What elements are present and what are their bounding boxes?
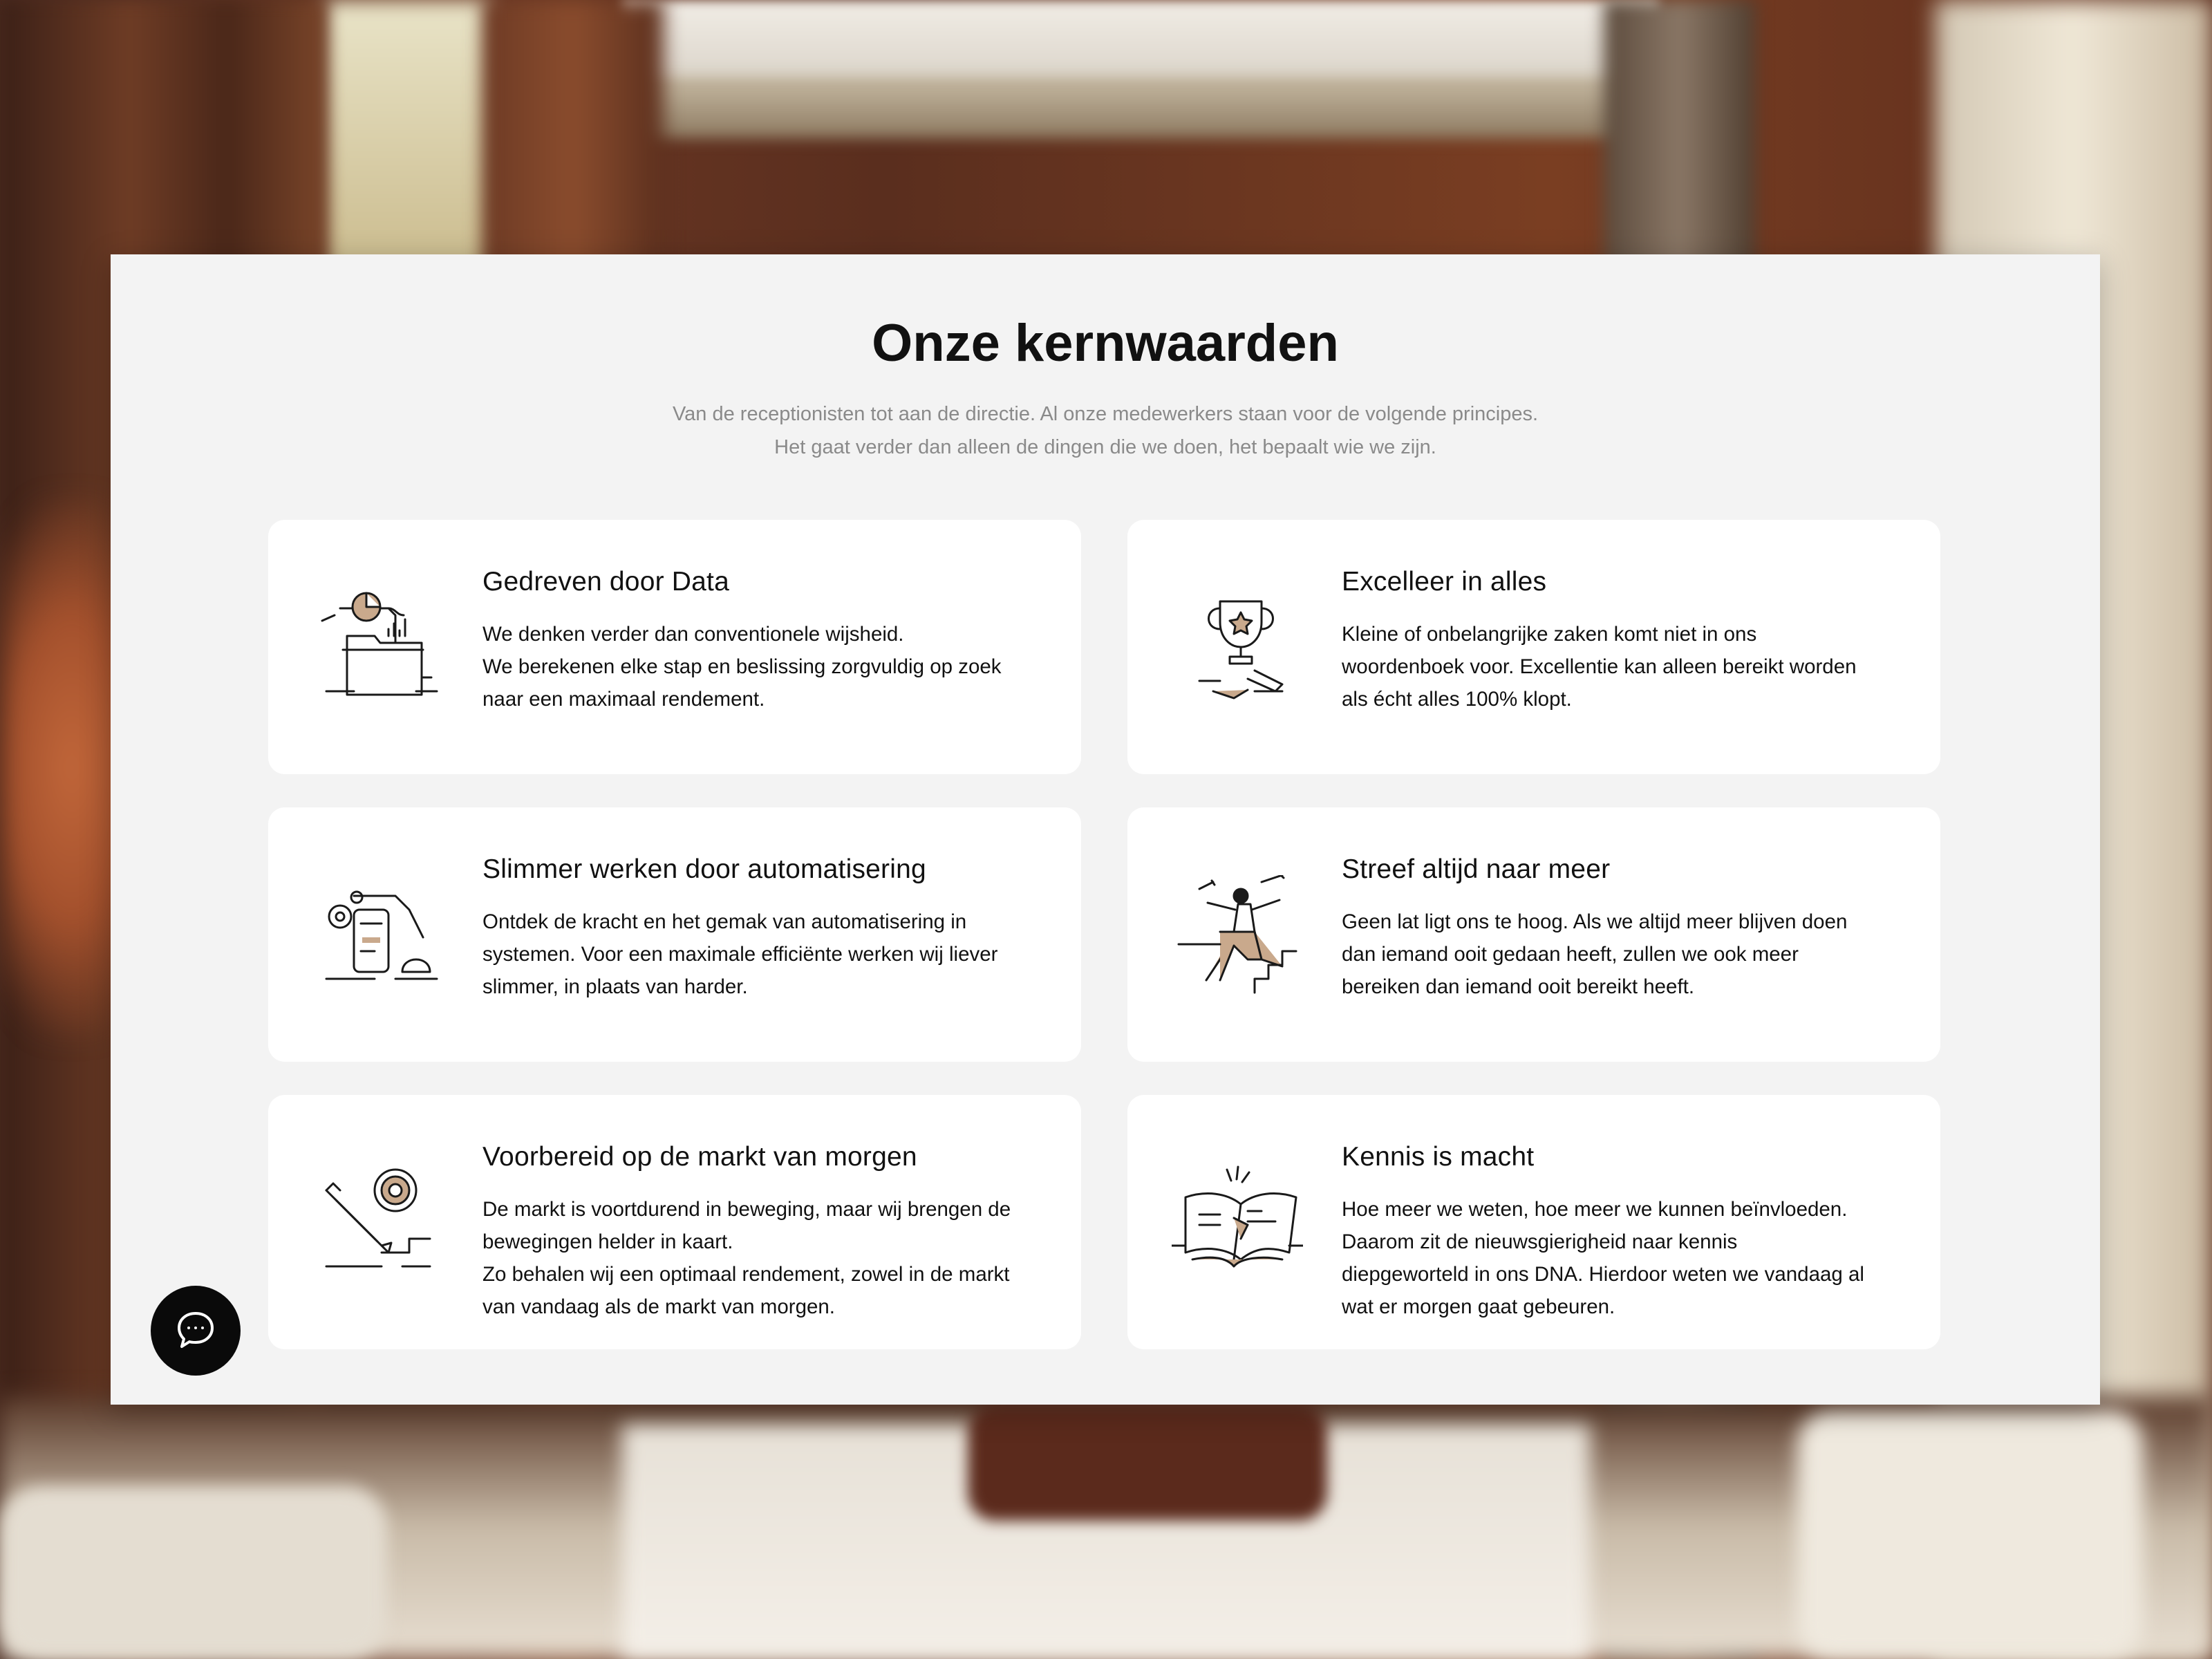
value-line: woordenboek voor. Excellentie kan alleen bereikt worden <box>1342 655 1857 678</box>
data-folder-chart-icon <box>312 588 444 705</box>
value-line: van vandaag als de markt van morgen. <box>482 1295 835 1318</box>
value-description <box>482 1193 1049 1323</box>
value-line: wat er morgen gaat gebeuren. <box>1342 1295 1615 1318</box>
value-line: We denken verder dan conventionele wijsheid. <box>482 623 904 646</box>
value-line: Zo behalen wij een optimaal rendement, zowel in de markt <box>482 1263 1010 1286</box>
value-line: Geen lat ligt ons te hoog. Als we altijd meer blijven doen <box>1342 910 1848 933</box>
value-title: Slimmer werken door automatisering <box>482 854 926 884</box>
value-line: diepgeworteld in ons DNA. Hierdoor weten we vandaag al <box>1342 1263 1864 1286</box>
value-description <box>1342 618 1909 715</box>
section-subtitle <box>111 397 2100 464</box>
value-line: We berekenen elke stap en beslissing zorgvuldig op zoek <box>482 655 1002 678</box>
value-description <box>1342 1193 1909 1323</box>
value-title: Gedreven door Data <box>482 567 729 597</box>
value-title: Excelleer in alles <box>1342 567 1547 597</box>
value-card-excellence <box>1127 520 1940 774</box>
section-title: Onze kernwaarden <box>872 314 1339 373</box>
value-description <box>482 906 1049 1003</box>
pencil-target-icon <box>312 1163 444 1280</box>
value-card-data <box>268 520 1081 774</box>
trophy-icon <box>1172 588 1303 705</box>
value-line: Ontdek de kracht en het gemak van automatisering in <box>482 910 967 933</box>
value-line: Kleine of onbelangrijke zaken komt niet in ons <box>1342 623 1757 646</box>
value-card-automation <box>268 807 1081 1062</box>
value-card-knowledge <box>1127 1095 1940 1349</box>
value-line: Daarom zit de nieuwsgierigheid naar kennis <box>1342 1230 1738 1253</box>
value-line: bewegingen helder in kaart. <box>482 1230 733 1253</box>
value-line: slimmer, in plaats van harder. <box>482 975 748 998</box>
robot-arm-icon <box>312 875 444 993</box>
climbing-stairs-icon <box>1172 875 1303 993</box>
value-card-market <box>268 1095 1081 1349</box>
value-description <box>1342 906 1909 1003</box>
value-line: als écht alles 100% klopt. <box>1342 688 1572 711</box>
value-title: Kennis is macht <box>1342 1142 1535 1172</box>
open-book-icon <box>1172 1163 1303 1280</box>
subtitle-line: Het gaat verder dan alleen de dingen die we doen, het bepaalt wie we zijn. <box>774 436 1436 458</box>
value-line: bereiken dan iemand ooit bereikt heeft. <box>1342 975 1695 998</box>
value-title: Streef altijd naar meer <box>1342 854 1611 884</box>
value-title: Voorbereid op de markt van morgen <box>482 1142 917 1172</box>
subtitle-line: Van de receptionisten tot aan de directie. Al onze medewerkers staan voor de volgende principes. <box>672 403 1539 425</box>
value-description <box>482 618 1049 715</box>
value-line: De markt is voortdurend in beweging, maar wij brengen de <box>482 1198 1011 1221</box>
value-line: naar een maximaal rendement. <box>482 688 765 711</box>
value-line: Hoe meer we weten, hoe meer we kunnen beïnvloeden. <box>1342 1198 1848 1221</box>
chat-button[interactable] <box>151 1286 241 1376</box>
chat-bubble-icon <box>174 1308 218 1354</box>
value-card-strive <box>1127 807 1940 1062</box>
core-values-section <box>111 254 2100 1405</box>
value-line: dan iemand ooit gedaan heeft, zullen we ook meer <box>1342 943 1799 966</box>
value-line: systemen. Voor een maximale efficiënte werken wij liever <box>482 943 998 966</box>
